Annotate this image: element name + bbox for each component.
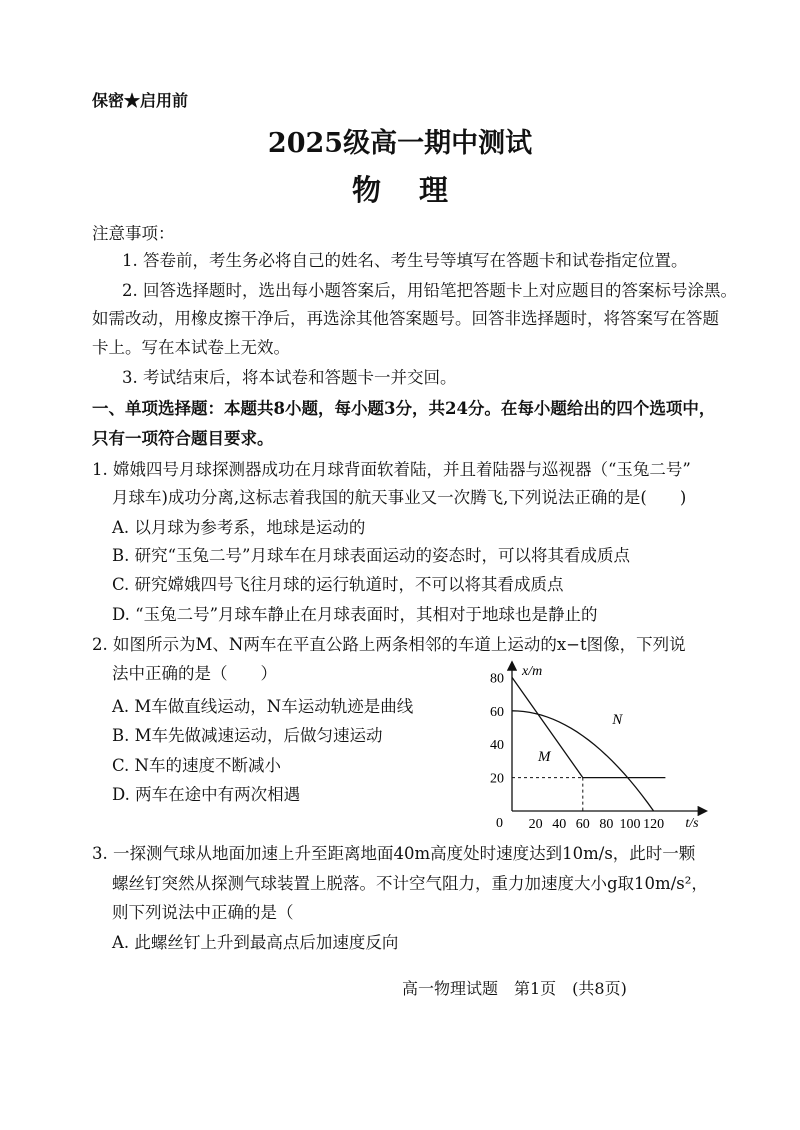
question-3-stem-cont: 螺丝钉突然从探测气球装置上脱落。不计空气阻力，重力加速度大小g取10m/s²， bbox=[112, 874, 708, 893]
series-m-label: M bbox=[537, 748, 551, 765]
question-3-stem: 3. 一探测气球从地面加速上升至距离地面40m高度处时速度达到10m/s，此时一颗 bbox=[92, 844, 696, 863]
question-2-option-a: A. M车做直线运动，N车运动轨迹是曲线 bbox=[112, 697, 414, 716]
x-t-graph bbox=[470, 655, 720, 830]
series-m-line bbox=[512, 677, 665, 777]
x-tick-label: 80 bbox=[599, 817, 614, 830]
question-1-option-a: A. 以月球为参考系，地球是运动的 bbox=[112, 518, 366, 537]
subject-title: 物 理 bbox=[351, 173, 463, 207]
confidential-label: 保密★启用前 bbox=[92, 91, 189, 110]
notice-line: 2. 回答选择题时，选出每小题答案后，用铅笔把答题卡上对应题目的答案标号涂黑。 bbox=[122, 281, 737, 300]
notice-line: 如需改动，用橡皮擦干净后，再选涂其他答案题号。回答非选择题时，将答案写在答题 bbox=[92, 309, 719, 328]
question-2-stem-cont: 法中正确的是（ ） bbox=[112, 664, 277, 683]
x-tick-label: 120 bbox=[643, 817, 665, 830]
question-2-option-c: C. N车的速度不断减小 bbox=[112, 756, 281, 775]
section-heading: 一、单项选择题：本题共8小题，每小题3分，共24分。在每小题给出的四个选项中， bbox=[92, 399, 716, 418]
section-heading-cont: 只有一项符合题目要求。 bbox=[92, 429, 274, 448]
notice-heading: 注意事项： bbox=[92, 224, 175, 243]
question-1-option-b: B. 研究“玉兔二号”月球车在月球表面运动的姿态时，可以将其看成质点 bbox=[112, 546, 630, 565]
x-tick-label: 40 bbox=[552, 817, 567, 830]
notice-line: 3. 考试结束后，将本试卷和答题卡一并交回。 bbox=[122, 368, 457, 387]
exam-title: 2025级高一期中测试 bbox=[267, 128, 533, 159]
y-tick-label: 80 bbox=[490, 671, 504, 687]
y-tick-label: 40 bbox=[490, 738, 504, 754]
question-1-stem-cont: 月球车)成功分离,这标志着我国的航天事业又一次腾飞,下列说法正确的是( ) bbox=[112, 488, 687, 507]
question-3-option-a: A. 此螺丝钉上升到最高点后加速度反向 bbox=[112, 933, 399, 952]
x-axis-label: t/s bbox=[685, 816, 699, 830]
series-n-label: N bbox=[612, 712, 623, 729]
page-footer: 高一物理试题 第1页 (共8页) bbox=[402, 979, 627, 998]
question-1-option-c: C. 研究嫦娥四号飞往月球的运行轨道时，不可以将其看成质点 bbox=[112, 575, 564, 594]
notice-line: 1. 答卷前，考生务必将自己的姓名、考生号等填写在答题卡和试卷指定位置。 bbox=[122, 251, 688, 270]
x-tick-label: 20 bbox=[528, 817, 543, 830]
y-tick-label: 60 bbox=[490, 704, 504, 720]
question-1-option-d: D. “玉兔二号”月球车静止在月球表面时，其相对于地球也是静止的 bbox=[112, 605, 598, 624]
x-tick-label: 60 bbox=[575, 817, 590, 830]
y-axis-label: x/m bbox=[522, 664, 543, 679]
x-tick-label: 100 bbox=[619, 817, 641, 830]
origin-label: 0 bbox=[496, 816, 503, 830]
notice-line: 卡上。写在本试卷上无效。 bbox=[92, 338, 290, 357]
question-2-option-b: B. M车先做减速运动，后做匀速运动 bbox=[112, 726, 383, 745]
question-2-stem: 2. 如图所示为M、N两车在平直公路上两条相邻的车道上运动的x−t图像，下列说 bbox=[92, 635, 686, 654]
y-tick-label: 20 bbox=[490, 771, 504, 787]
question-2-option-d: D. 两车在途中有两次相遇 bbox=[112, 785, 301, 804]
question-3-stem-cont: 则下列说法中正确的是（ bbox=[112, 903, 294, 922]
question-1-stem: 1. 嫦娥四号月球探测器成功在月球背面软着陆，并且着陆器与巡视器（“玉兔二号” bbox=[92, 460, 691, 479]
